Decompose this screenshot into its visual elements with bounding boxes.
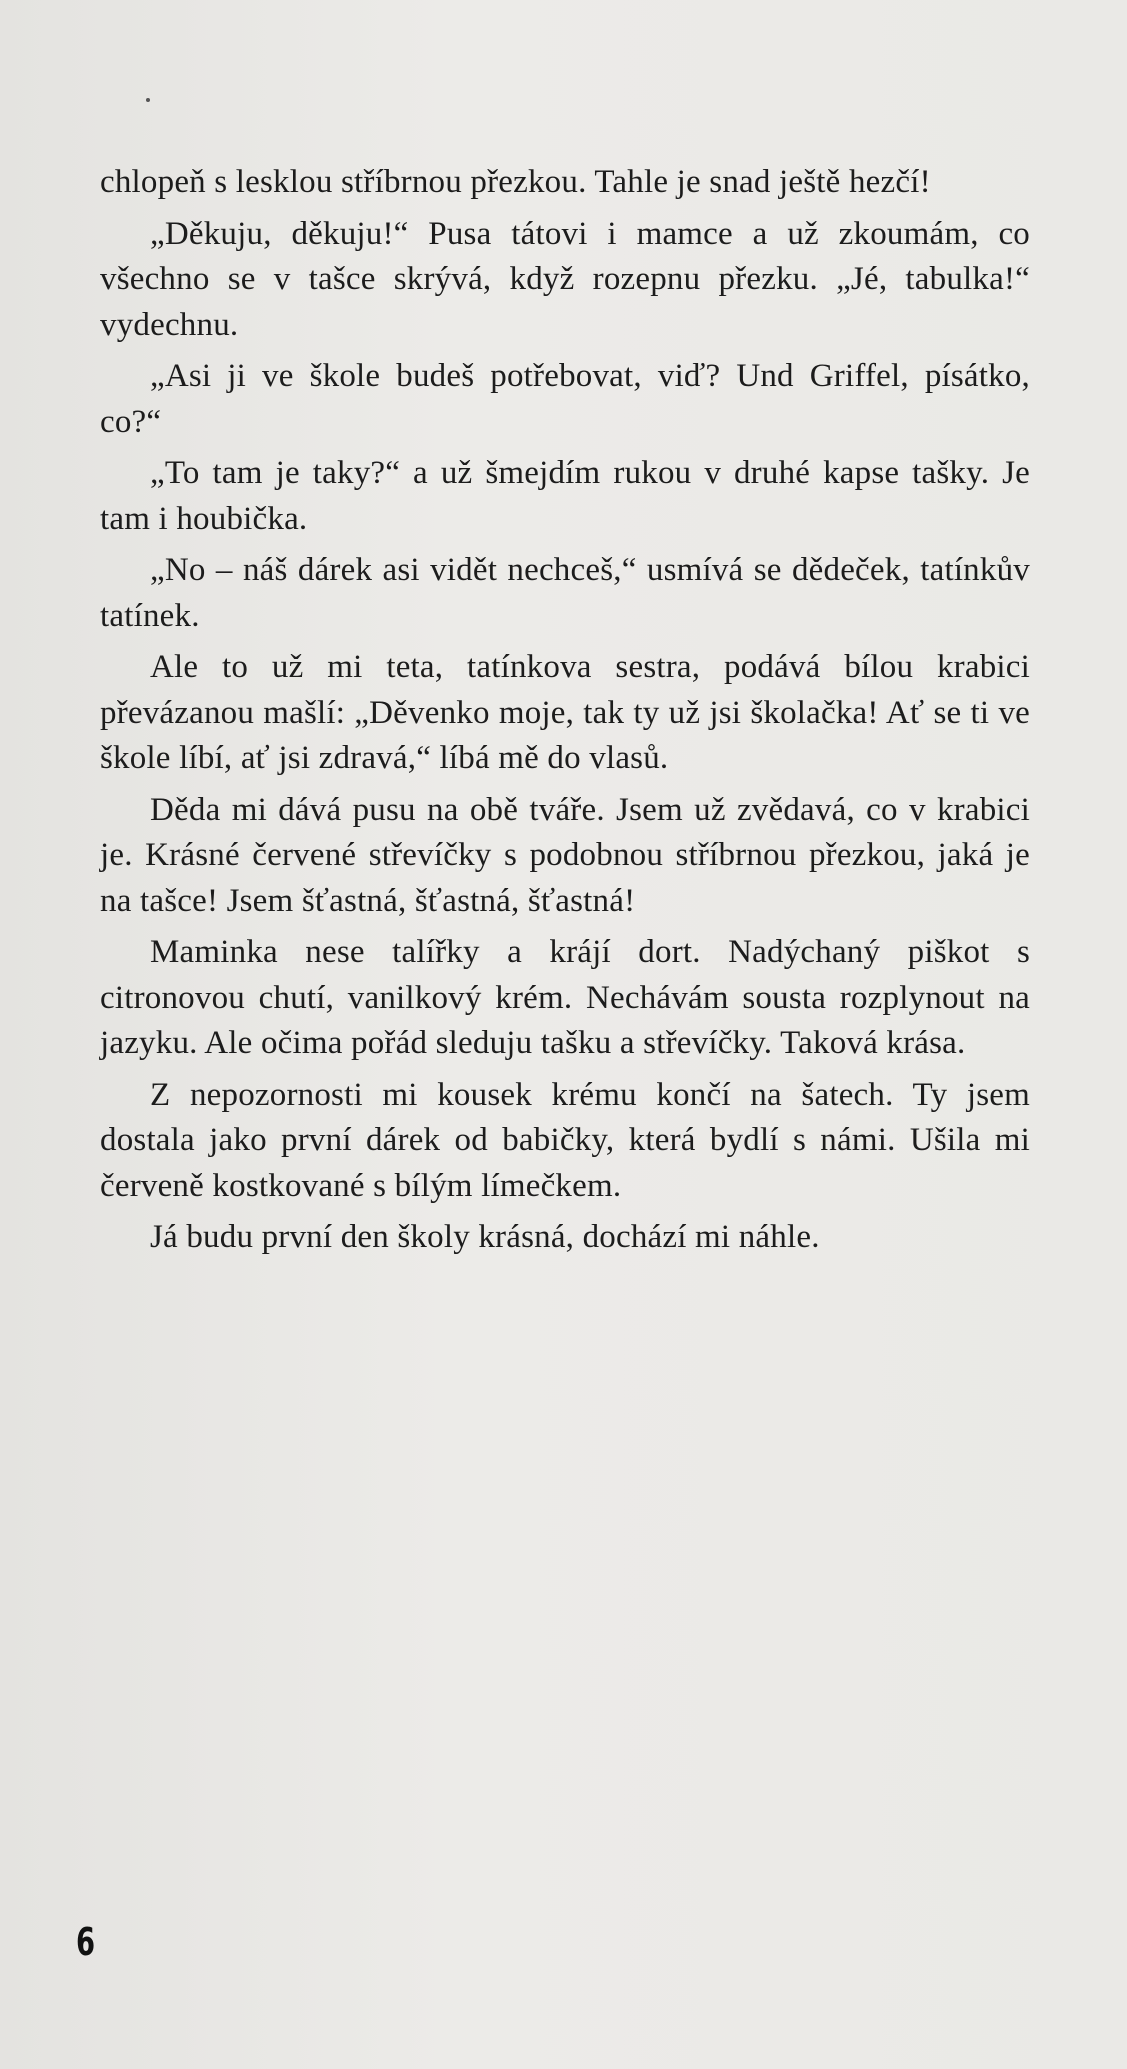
paragraph-1: chlopeň s lesklou stříbrnou přezkou. Tahle je snad ještě hezčí! <box>100 164 931 200</box>
paragraph-10: Já budu první den školy krásná, dochází mi náhle. <box>150 1219 820 1255</box>
paragraph-4: „To tam je taky?“ a už šmejdím rukou v druhé kapse tašky. Je tam i houbička. <box>100 455 1030 537</box>
page-number: 6 <box>76 1920 96 1964</box>
paragraph-5: „No – náš dárek asi vidět nechceš,“ usmívá se dědeček, tatínkův tatínek. <box>100 552 1030 634</box>
paragraph-6: Ale to už mi teta, tatínkova sestra, podává bílou krabici převázanou mašlí: „Děvenko moje, tak ty už jsi školačka! Ať se ti ve škole líbí, ať jsi zdravá,“ líbá mě do vlasů. <box>100 649 1030 776</box>
paper-speck <box>146 98 150 102</box>
paragraph-2: „Děkuju, děkuju!“ Pusa tátovi i mamce a už zkoumám, co všechno se v tašce skrývá, když rozepnu přezku. „Jé, tabulka!“ vydechnu. <box>100 215 1030 343</box>
body-text <box>100 160 1030 1261</box>
paragraph-7: Děda mi dává pusu na obě tváře. Jsem už zvědavá, co v krabici je. Krásné červené střevíčky s podobnou stříbrnou přezkou, jaká je na tašce! Jsem šťastná, šťastná, šťastná! <box>100 791 1030 919</box>
paragraph-3: „Asi ji ve škole budeš potřebovat, viď? Und Griffel, písátko, co?“ <box>100 358 1030 440</box>
paragraph-8: Maminka nese talířky a krájí dort. Nadýchaný piškot s citronovou chutí, vanilkový krém. Nechávám sousta rozplynout na jazyku. Ale očima pořád sleduju tašku a střevíčky. Taková krása. <box>100 934 1030 1061</box>
paragraph-9: Z nepozornosti mi kousek krému končí na šatech. Ty jsem dostala jako první dárek od babičky, která bydlí s námi. Ušila mi červeně kostkované s bílým límečkem. <box>100 1076 1030 1204</box>
